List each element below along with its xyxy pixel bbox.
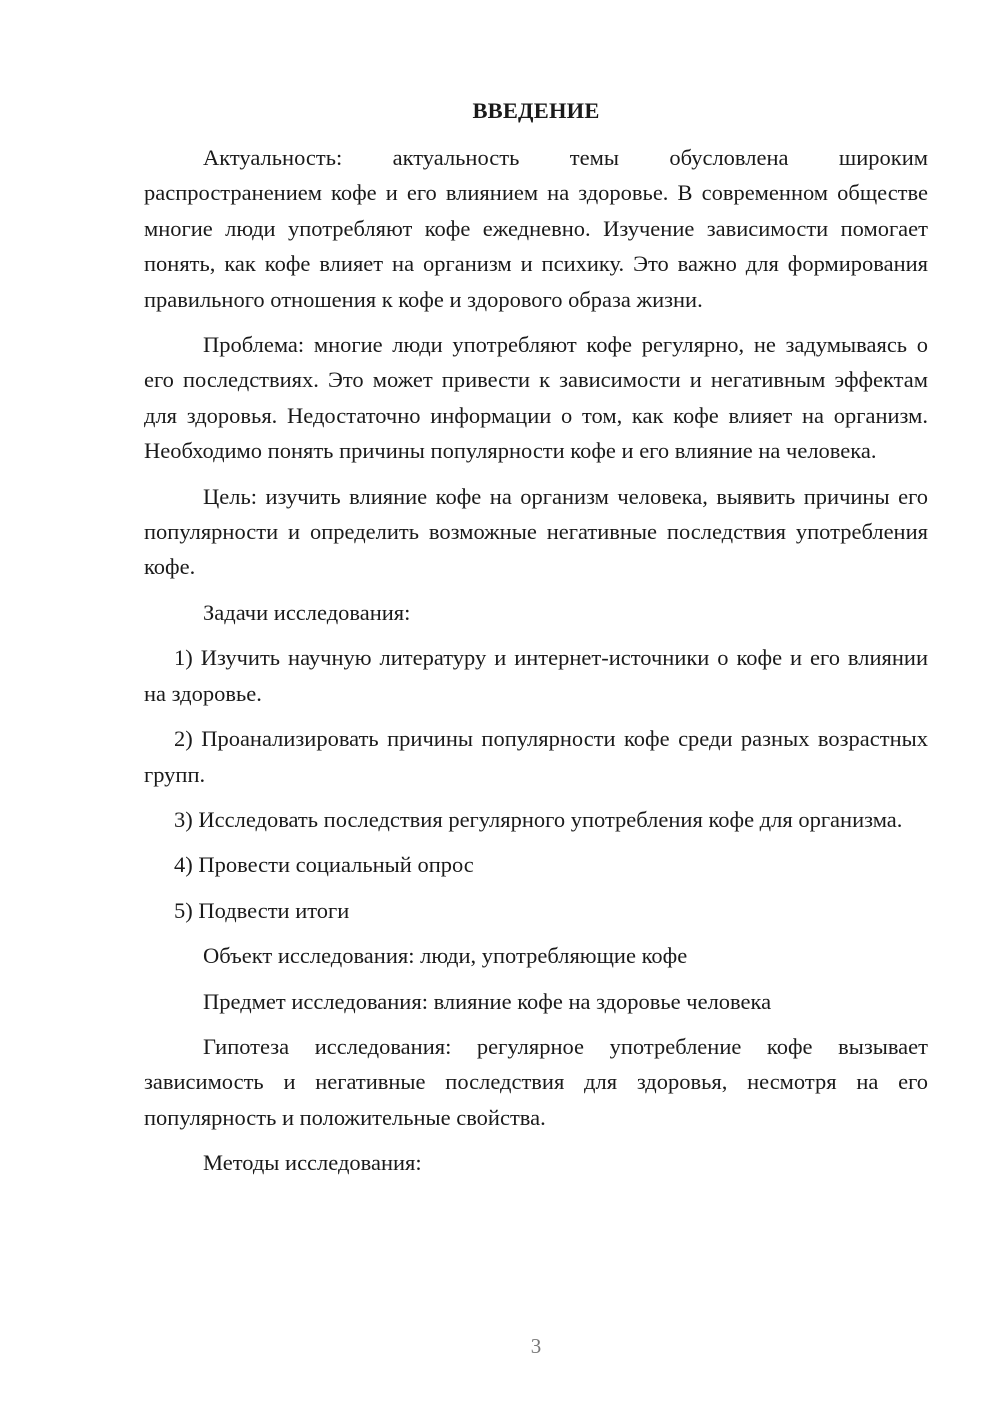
paragraph-methods: Методы исследования:	[203, 1150, 422, 1176]
page-content	[144, 93, 928, 1191]
paragraph-relevance: Актуальность: актуальность темы обусловлена широким распространением кофе и его влиянием на здоровье. В современном обществе многие люди употребляют кофе ежедневно. Изучение зависимости помогает понять, как кофе влияет на организм и психику. Это важно для формирования правильного отношения к кофе и здорового образа жизни.	[144, 145, 928, 312]
list-item: 2) Проанализировать причины популярности кофе среди разных возрастных групп.	[144, 726, 928, 787]
task-list	[144, 640, 928, 928]
paragraph-problem: Проблема: многие люди употребляют кофе регулярно, не задумываясь о его последствиях. Это может привести к зависимости и негативным эффектам для здоровья. Недостаточно информации о том, как кофе влияет на организм. Необходимо понять причины популярности кофе и его влияние на человека.	[144, 332, 928, 464]
page-title: ВВЕДЕНИЕ	[472, 98, 600, 123]
paragraph-object: Объект исследования: люди, употребляющие кофе	[203, 943, 688, 969]
paragraph-subject: Предмет исследования: влияние кофе на здоровье человека	[203, 988, 772, 1014]
paragraph-goal: Цель: изучить влияние кофе на организм человека, выявить причины его популярности и определить возможные негативные последствия употребления кофе.	[144, 483, 928, 580]
page-number: 3	[530, 1334, 542, 1358]
paragraph-hypothesis: Гипотеза исследования: регулярное употребление кофе вызывает зависимость и негативные последствия для здоровья, несмотря на его популярность и положительные свойства.	[144, 1033, 928, 1130]
list-item: 4) Провести социальный опрос	[174, 852, 474, 878]
list-item: 5) Подвести итоги	[174, 897, 350, 923]
list-item: 3) Исследовать последствия регулярного употребления кофе для организма.	[174, 806, 903, 832]
list-item: 1) Изучить научную литературу и интернет-источники о кофе и его влиянии на здоровье.	[144, 645, 928, 706]
tasks-heading: Задачи исследования:	[203, 599, 411, 625]
